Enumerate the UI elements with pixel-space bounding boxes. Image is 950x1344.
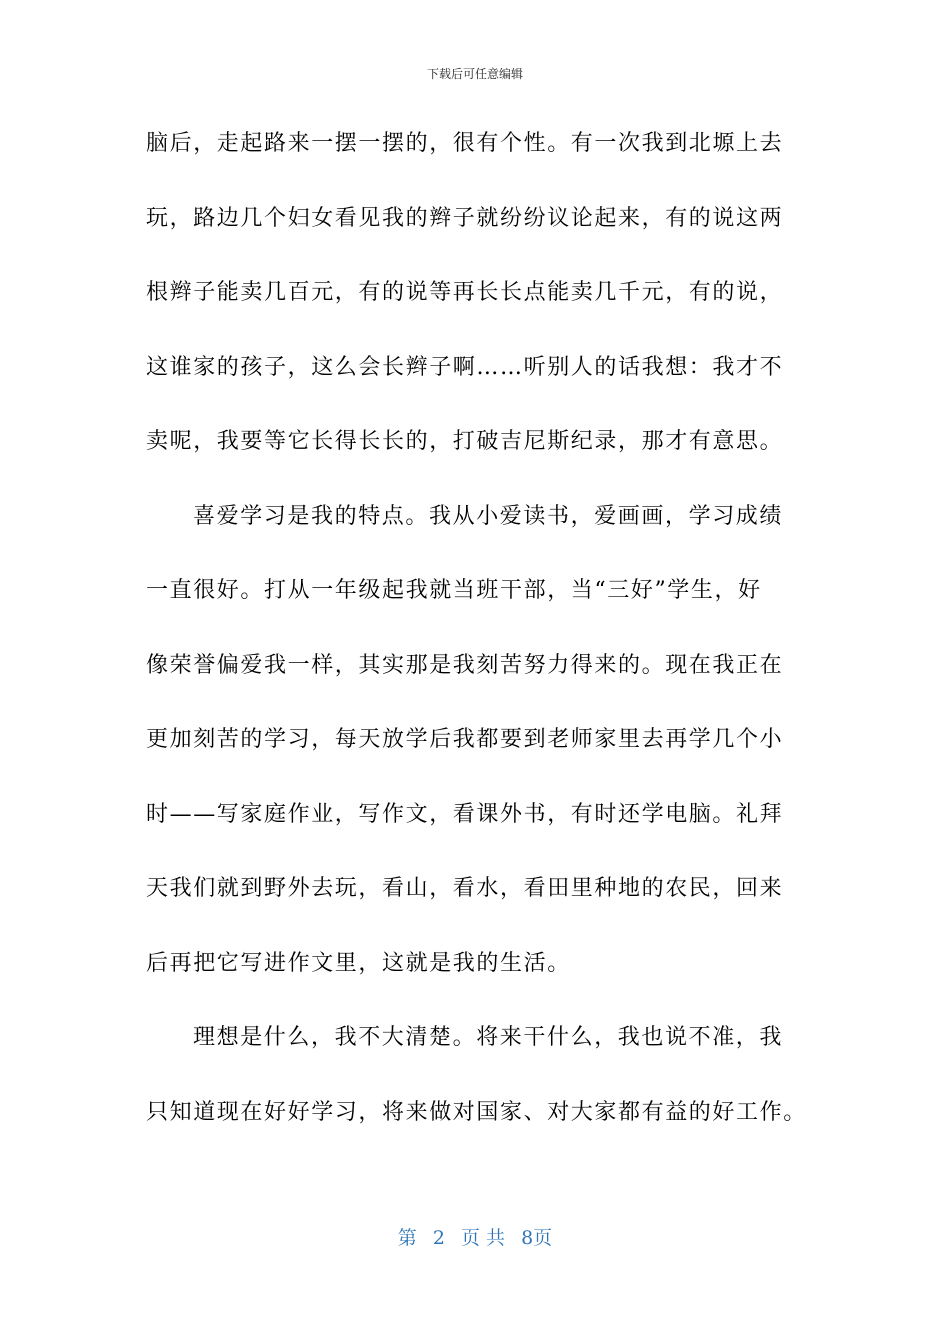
text-line: 玩，路边几个妇女看见我的辫子就纷纷议论起来，有的说这两: [146, 205, 784, 231]
footer-middle: 页 共: [461, 1227, 506, 1249]
text-line: 一直很好。打从一年级起我就当班干部，当“三好”学生，好: [146, 578, 762, 603]
text-line: 这谁家的孩子，这么会长辫子啊……听别人的话我想：我才不: [146, 354, 784, 380]
text-line: 时——写家庭作业，写作文，看课外书，有时还学电脑。礼拜: [146, 801, 784, 827]
footer-prefix: 第: [397, 1227, 417, 1249]
current-page-number: 2: [432, 1227, 445, 1249]
document-body: [146, 118, 806, 1161]
text-line: 脑后，走起路来一摆一摆的，很有个性。有一次我到北塬上去: [146, 131, 784, 156]
text-line: 根辫子能卖几百元，有的说等再长长点能卖几千元，有的说，: [146, 280, 784, 305]
text-line: 像荣誉偏爱我一样，其实那是我刻苦努力得来的。现在我正在: [146, 652, 784, 678]
page-header: 下载后可任意编辑: [426, 67, 523, 81]
text-line: 更加刻苦的学习，每天放学后我都要到老师家里去再学几个小: [146, 727, 784, 752]
total-pages: 8页: [521, 1227, 553, 1249]
paragraph-first-line: 喜爱学习是我的特点。我从小爱读书，爱画画，学习成绩: [193, 503, 784, 529]
text-line: 后再把它写进作文里，这就是我的生活。: [146, 950, 571, 976]
text-line: 天我们就到野外去玩，看山，看水，看田里种地的农民，回来: [146, 876, 784, 901]
paragraph-first-line: 理想是什么，我不大清楚。将来干什么，我也说不准，我: [193, 1025, 784, 1050]
page-footer: [0, 1226, 950, 1250]
text-line: 只知道现在好好学习，将来做对国家、对大家都有益的好工作。: [146, 1099, 807, 1125]
text-line: 卖呢，我要等它长得长长的，打破吉尼斯纪录，那才有意思。: [146, 429, 784, 454]
